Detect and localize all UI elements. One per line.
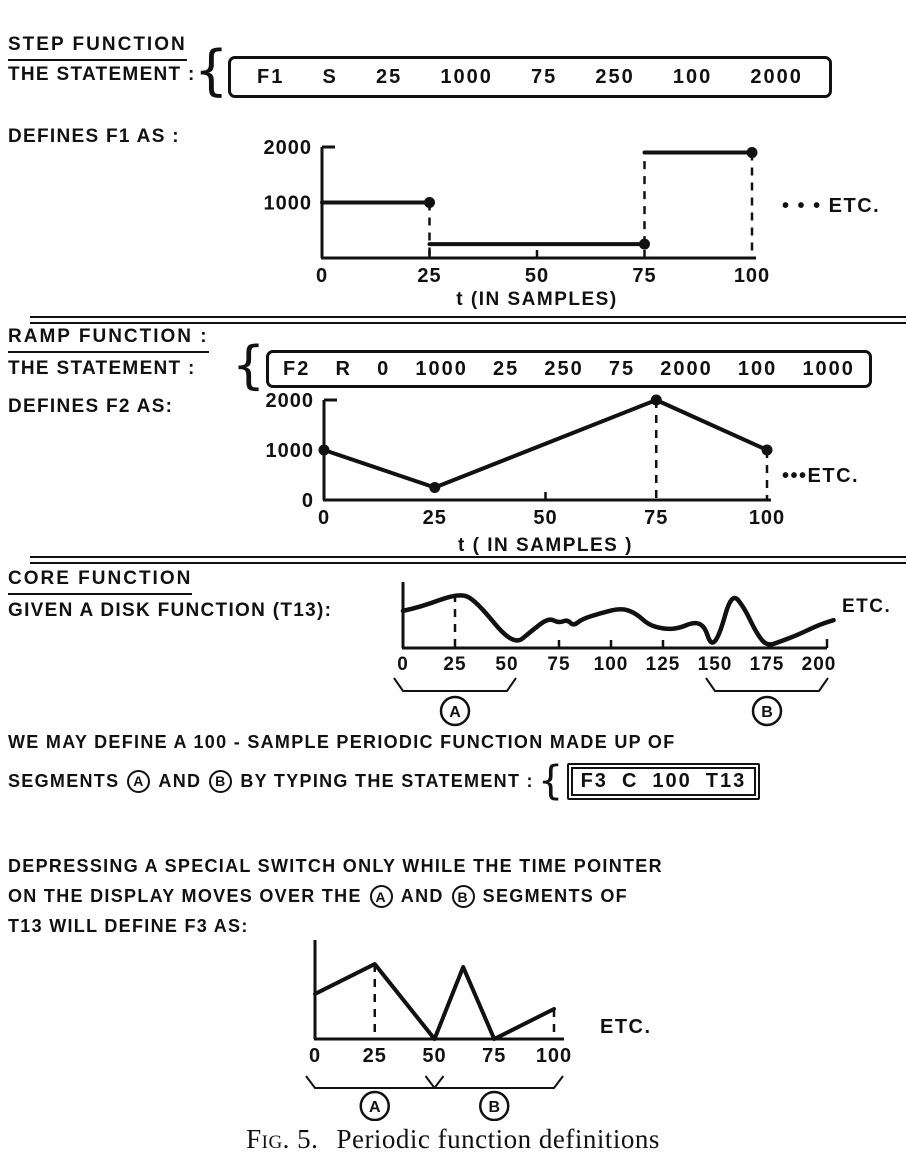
- switch-line2-mid: AND: [400, 886, 444, 906]
- switch-line3: T13 WILL DEFINE F3 AS:: [8, 916, 249, 936]
- core-function-heading: CORE FUNCTION: [8, 568, 192, 595]
- statement-token: 2000: [660, 357, 713, 380]
- x-tick-label: 50: [533, 507, 558, 529]
- x-tick-label: 25: [443, 654, 467, 675]
- switch-line1: DEPRESSING A SPECIAL SWITCH ONLY WHILE THE TIME POINTER: [8, 856, 663, 876]
- segment-label: A: [449, 704, 461, 721]
- section-divider: [30, 316, 906, 324]
- x-tick-label: 50: [524, 265, 550, 287]
- left-curly-brace: {: [232, 336, 266, 396]
- statement-token: S: [322, 65, 338, 88]
- step-defines-label: DEFINES F1 AS :: [8, 126, 180, 147]
- x-tick-label: 50: [422, 1045, 447, 1067]
- statement-token: 100: [672, 65, 713, 88]
- switch-paragraph: [8, 856, 663, 937]
- step-statement-label: THE STATEMENT :: [8, 64, 196, 85]
- segment-brace: [306, 1076, 444, 1088]
- etc-label: ETC.: [842, 596, 892, 617]
- x-tick-label: 75: [482, 1045, 507, 1067]
- left-curly-brace: {: [194, 39, 229, 102]
- statement-token: 2000: [750, 65, 803, 88]
- section-divider: [30, 556, 906, 564]
- periodic-line2-post: BY TYPING THE STATEMENT :: [240, 770, 534, 791]
- f3-statement-box: [567, 763, 761, 800]
- data-line: [324, 400, 767, 488]
- periodic-line2-pre: SEGMENTS: [8, 770, 120, 791]
- step-statement-box: [228, 56, 832, 98]
- figure-caption-text: Periodic function definitions: [336, 1124, 660, 1154]
- segment-label: A: [368, 1099, 381, 1116]
- ramp-function-heading: RAMP FUNCTION :: [8, 326, 209, 353]
- statement-token: F1: [257, 65, 285, 88]
- x-tick-label: 0: [397, 654, 409, 675]
- statement-token: C: [621, 769, 639, 792]
- x-tick-label: 0: [308, 1045, 322, 1067]
- step-function-heading: STEP FUNCTION: [8, 34, 187, 61]
- f3-function-chart: [270, 935, 700, 1121]
- statement-token: T13: [705, 769, 747, 792]
- data-curve: [403, 595, 834, 644]
- y-tick-label: 0: [301, 490, 314, 512]
- ramp-defines-label: DEFINES F2 AS:: [8, 396, 174, 417]
- x-tick-label: 25: [417, 265, 442, 287]
- segment-brace: [426, 1076, 564, 1088]
- statement-token: 100: [652, 769, 692, 792]
- x-tick-label: 100: [535, 1045, 573, 1067]
- x-tick-label: 25: [422, 507, 447, 529]
- circled-b-label: B: [452, 885, 475, 908]
- segment-brace: [706, 678, 828, 691]
- x-tick-label: 100: [733, 265, 771, 287]
- periodic-line1: WE MAY DEFINE A 100 - SAMPLE PERIODIC FUNCTION MADE UP OF: [8, 732, 676, 752]
- periodic-line2-mid: AND: [158, 770, 202, 791]
- data-point-dot: [762, 445, 773, 456]
- statement-token: 25: [492, 357, 520, 380]
- statement-token: 75: [531, 65, 558, 88]
- circled-a-label: A: [370, 885, 393, 908]
- statement-token: 25: [375, 65, 403, 88]
- x-tick-label: 200: [801, 654, 837, 675]
- statement-token: R: [335, 357, 352, 380]
- switch-line2-post: SEGMENTS OF: [482, 886, 628, 906]
- data-point-dot: [747, 147, 758, 158]
- step-function-chart: [230, 132, 906, 316]
- y-tick-label: 2000: [263, 137, 312, 159]
- x-tick-label: 0: [315, 265, 329, 287]
- data-point-dot: [639, 239, 650, 250]
- statement-token: 1000: [440, 65, 493, 88]
- x-tick-label: 50: [495, 654, 519, 675]
- etc-label: ETC.: [600, 1016, 652, 1038]
- statement-token: 100: [737, 357, 778, 380]
- x-tick-label: 75: [547, 654, 571, 675]
- segment-label: B: [761, 704, 773, 721]
- data-line: [315, 964, 554, 1039]
- periodic-definition-paragraph: [8, 732, 760, 804]
- data-point-dot: [424, 197, 435, 208]
- etc-label: • • • ETC.: [782, 195, 881, 217]
- data-point-dot: [319, 445, 330, 456]
- x-tick-label: 100: [593, 654, 629, 675]
- statement-token: F3: [580, 769, 608, 792]
- circled-b-label: B: [209, 770, 232, 793]
- statement-token: 1000: [415, 357, 468, 380]
- x-tick-label: 175: [749, 654, 785, 675]
- segment-brace: [394, 678, 516, 691]
- ramp-function-chart: [230, 388, 906, 556]
- figure-caption-number: Fig. 5.: [246, 1124, 319, 1154]
- etc-label: •••ETC.: [782, 465, 860, 487]
- x-tick-label: 100: [748, 507, 786, 529]
- circled-a-label: A: [127, 770, 150, 793]
- segment-label: B: [488, 1099, 501, 1116]
- x-axis-label: t ( IN SAMPLES ): [458, 535, 633, 556]
- ramp-statement-box: [266, 350, 872, 388]
- left-curly-brace: {: [537, 758, 565, 804]
- data-point-dot: [651, 395, 662, 406]
- x-tick-label: 150: [697, 654, 733, 675]
- statement-token: 250: [595, 65, 635, 88]
- statement-token: F2: [283, 357, 311, 380]
- x-tick-label: 75: [644, 507, 669, 529]
- y-tick-label: 1000: [265, 440, 314, 462]
- statement-token: 0: [377, 357, 391, 380]
- switch-line2-pre: ON THE DISPLAY MOVES OVER THE: [8, 886, 362, 906]
- x-tick-label: 125: [645, 654, 681, 675]
- data-point-dot: [429, 482, 440, 493]
- y-tick-label: 2000: [265, 390, 314, 412]
- figure-caption: [0, 1124, 906, 1155]
- core-function-chart: [390, 578, 906, 732]
- x-tick-label: 25: [362, 1045, 387, 1067]
- core-given-label: GIVEN A DISK FUNCTION (T13):: [8, 600, 333, 621]
- statement-token: 250: [544, 357, 584, 380]
- ramp-statement-label: THE STATEMENT :: [8, 358, 196, 379]
- x-tick-label: 0: [317, 507, 331, 529]
- y-tick-label: 1000: [263, 192, 312, 215]
- statement-token: 1000: [802, 357, 855, 380]
- statement-token: 75: [608, 357, 636, 380]
- x-axis-label: t (IN SAMPLES): [456, 289, 618, 310]
- x-tick-label: 75: [632, 265, 657, 287]
